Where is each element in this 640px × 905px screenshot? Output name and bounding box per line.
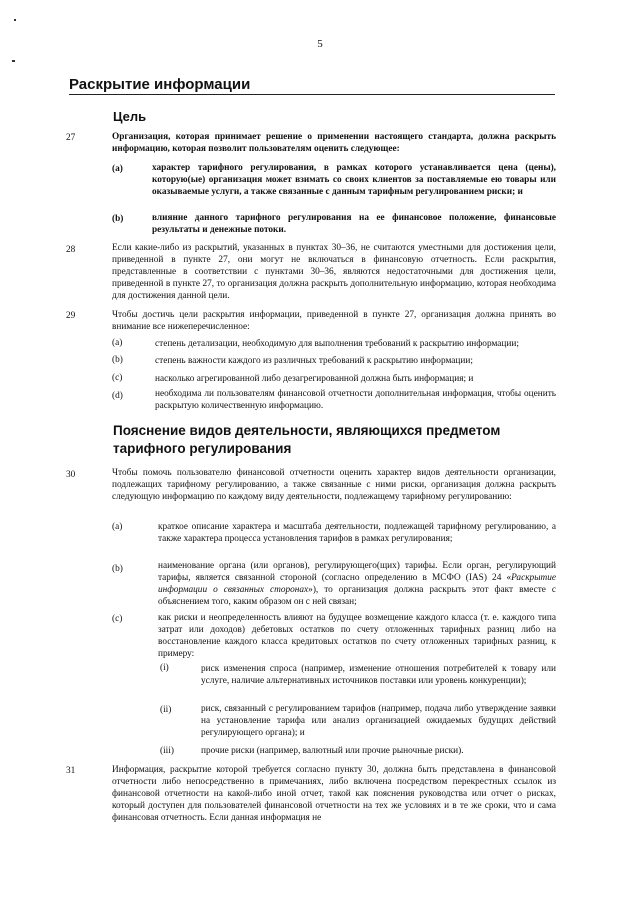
standard-title: Раскрытие информации о связанных сторонах <box>158 573 556 595</box>
list-label: (a) <box>112 522 123 532</box>
list-label: (c) <box>112 373 123 383</box>
list-item: степень важности каждого из различных требований к раскрытию информации; <box>155 356 473 366</box>
sublist-label: (i) <box>160 663 169 673</box>
sublist-label: (ii) <box>160 705 172 715</box>
list-label: (b) <box>112 214 124 224</box>
subsection-title: Пояснение видов деятельности, являющихся предметом тарифного регулирования <box>113 423 501 456</box>
list-label: (c) <box>112 614 123 624</box>
subsection-title: Цель <box>113 109 147 124</box>
list-item-text: наименование органа (или органов), регулирующего(щих) тарифы. Если орган, регулирующий тарифы, является связанной стороной (согласно определению в МСФО (IAS) 24 « <box>158 561 556 583</box>
list-item-text: »), то организация должна раскрыть этот факт вместе с объяснением того, каким образом он с ней связан; <box>158 585 556 607</box>
paragraph-text: Организация, которая принимает решение о применении настоящего стандарта, должна раскрыть информацию, которая позволит пользователям оценить следующее: <box>112 132 556 154</box>
section-title: Раскрытие информации <box>69 76 555 95</box>
sublist-label: (iii) <box>160 746 174 756</box>
paragraph-number: 28 <box>66 245 76 255</box>
list-item: насколько агрегированной либо дезагрегированной должна быть информация; и <box>155 374 474 384</box>
list-item: характер тарифного регулирования, в рамках которого устанавливается цена (цены), которую(ые) организация может взимать со своих клиентов за поставляемые ею товары или оказываемые услуги, а также связанные с данным тарифным регулированием риски; и <box>152 163 556 197</box>
list-item <box>158 560 556 608</box>
list-label: (b) <box>112 564 123 574</box>
list-label: (a) <box>112 164 123 174</box>
paragraph-number: 30 <box>66 470 76 480</box>
sublist-item: прочие риски (например, валютный или прочие рыночные риски). <box>201 746 464 756</box>
page-number: 5 <box>317 38 323 50</box>
list-item: необходима ли пользователям финансовой отчетности дополнительная информация, чтобы оценить раскрытую количественную информацию. <box>155 389 556 411</box>
scan-mark <box>12 60 15 62</box>
scan-mark <box>14 19 16 21</box>
list-label: (a) <box>112 338 123 348</box>
list-label: (b) <box>112 355 123 365</box>
list-item: как риски и неопределенность влияют на будущее возмещение каждого класса (т. е. каждого типа затрат или доходов) дебетовых остатков по счету отложенных тарифных разниц либо на восстановление каждого класса кредитовых остатков по счету отложенных тарифных разниц, к примеру: <box>158 613 556 659</box>
list-item: влияние данного тарифного регулирования на ее финансовое положение, финансовые результаты и денежные потоки. <box>152 213 556 235</box>
paragraph-text: Информация, раскрытие которой требуется согласно пункту 30, должна быть представлена в финансовой отчетности либо непосредственно в примечаниях, либо включена посредством перекрестных ссылок из финансовой отчетности на какой-либо иной отчет, такой как пояснения руководства или отчет о рисках, который доступен для пользователей финансовой отчетности на тех же условиях и в те же сроки, что и сама финансовая отчетность. Если данная информация не <box>112 765 556 823</box>
paragraph-number: 31 <box>66 766 76 776</box>
paragraph-number: 29 <box>66 311 76 321</box>
list-item: краткое описание характера и масштаба деятельности, подлежащей тарифному регулированию, а также характера процесса установления тарифов в рамках регулирования; <box>158 522 556 544</box>
list-label: (d) <box>112 391 123 401</box>
list-item: степень детализации, необходимую для выполнения требований к раскрытию информации; <box>155 339 519 349</box>
paragraph-text: Если какие-либо из раскрытий, указанных в пунктах 30–36, не считаются уместными для достижения цели, приведенной в пункте 27, они могут не включаться в финансовую отчетность. Если раскрытия, представленные в соответствии с пунктами 30–36, являются недостаточными для достижения цели, приведенной в пункте 27, то организация должна раскрыть дополнительную информацию, которая необходима для достижения данной цели. <box>112 243 556 301</box>
sublist-item: риск, связанный с регулированием тарифов (например, подача либо утверждение заявки на установление тарифа или анализ организацией ожидаемых будущих действий регулирующего органа); и <box>201 704 556 738</box>
sublist-item: риск изменения спроса (например, изменение отношения потребителей к товару или услуге, наличие альтернативных источников поставки или уровень конкуренции); <box>201 664 556 686</box>
paragraph-number: 27 <box>66 133 76 143</box>
paragraph-text: Чтобы достичь цели раскрытия информации, приведенной в пункте 27, организация должна принять во внимание все нижеперечисленное: <box>112 310 556 332</box>
paragraph-text: Чтобы помочь пользователю финансовой отчетности оценить характер видов деятельности организации, подлежащих тарифному регулированию, а также связанные с ними риски, организация должна раскрыть следующую информацию по каждому виду деятельности, подлежащему тарифному регулированию: <box>112 468 556 502</box>
